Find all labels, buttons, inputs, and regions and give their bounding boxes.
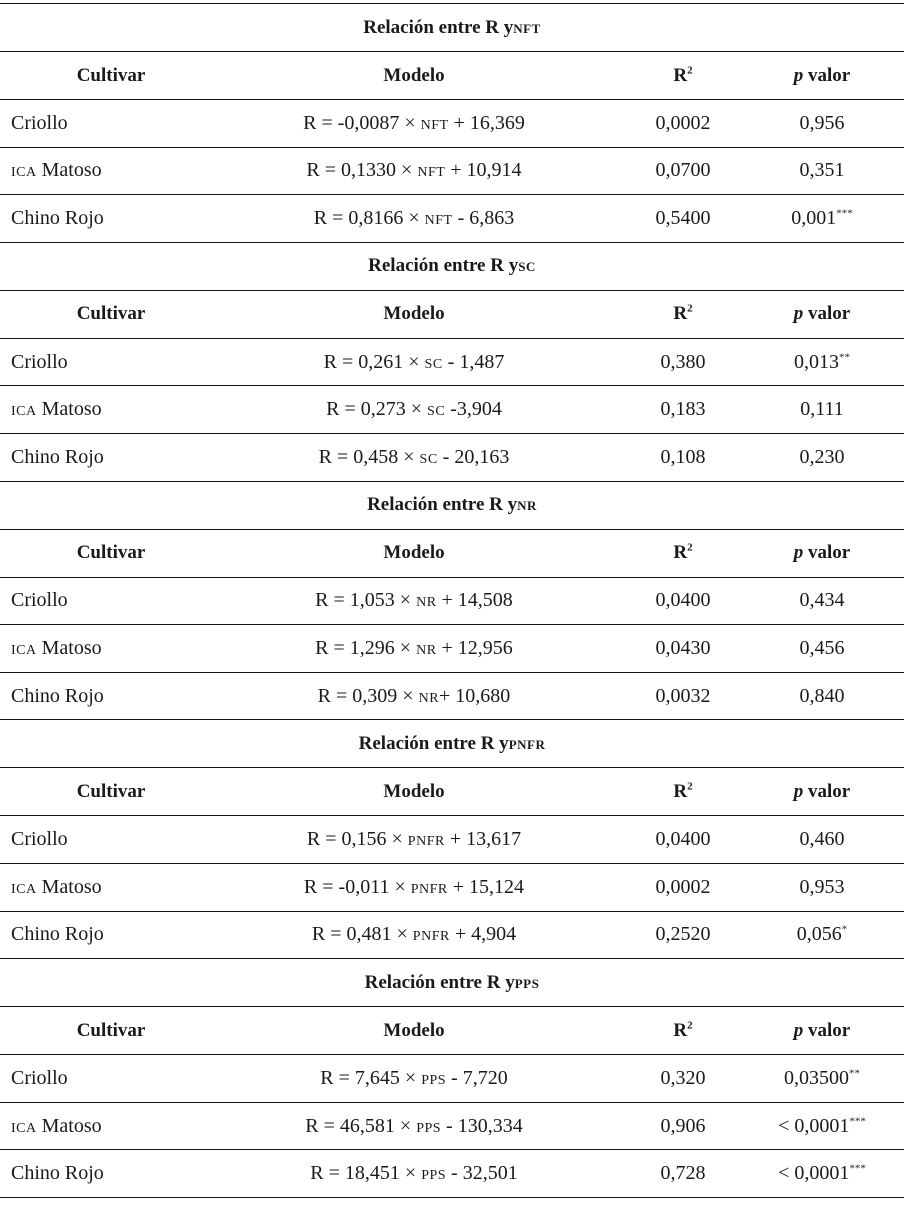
cell-modelo xyxy=(214,685,614,708)
table-section xyxy=(0,481,904,720)
cultivar-name: Criollo xyxy=(11,350,68,373)
model-prefix: R = 18,451 × xyxy=(310,1162,422,1185)
p-value: 0,456 xyxy=(799,636,845,659)
section-title-prefix: Relación entre R y xyxy=(367,494,518,516)
cultivar-name: Criollo xyxy=(11,111,68,134)
cultivar-smallcaps: ica xyxy=(11,636,37,659)
section-title-prefix: Relación entre R y xyxy=(363,16,514,38)
table-section xyxy=(0,242,904,481)
model-variable: pnfr xyxy=(410,875,448,898)
column-header-row xyxy=(0,290,904,338)
column-header-row xyxy=(0,51,904,99)
cell-cultivar xyxy=(11,1115,102,1138)
table-section xyxy=(0,3,904,242)
significance-stars: *** xyxy=(849,1162,866,1175)
column-header-r2 xyxy=(628,781,738,803)
column-header-row xyxy=(0,767,904,815)
cell-modelo xyxy=(214,207,614,230)
cell-cultivar xyxy=(11,923,104,946)
section-title-variable: nr xyxy=(517,494,537,516)
cell-p-valor xyxy=(752,923,892,946)
cell-modelo xyxy=(214,876,614,899)
cell-r2: 0,0700 xyxy=(655,159,711,182)
section-title-variable: pps xyxy=(514,971,540,993)
column-header-cultivar: Cultivar xyxy=(76,64,146,86)
model-suffix: + 15,124 xyxy=(447,875,525,898)
cultivar-name: Criollo xyxy=(11,589,68,612)
section-title-variable: pnfr xyxy=(508,732,546,754)
cultivar-name: Matoso xyxy=(36,159,102,182)
section-title-prefix: Relación entre R y xyxy=(364,971,515,993)
model-prefix: R = 1,296 × xyxy=(315,636,417,659)
model-suffix: - 6,863 xyxy=(452,206,515,229)
cell-r2: 0,320 xyxy=(660,1066,706,1089)
cell-r2: 0,0400 xyxy=(655,589,711,612)
p-value: 0,230 xyxy=(799,445,845,468)
cell-p-valor xyxy=(752,1115,892,1138)
cell-p-valor xyxy=(752,1067,892,1090)
cell-r2: 0,380 xyxy=(660,350,706,373)
model-suffix: + 10,914 xyxy=(445,159,522,182)
section-title xyxy=(0,481,904,529)
cell-modelo xyxy=(214,1067,614,1090)
p-value: 0,956 xyxy=(799,111,845,134)
table-row xyxy=(0,911,904,959)
cell-cultivar xyxy=(11,159,102,182)
cell-cultivar xyxy=(11,828,68,851)
table-row xyxy=(0,815,904,863)
model-suffix: - 1,487 xyxy=(442,350,505,373)
cell-p-valor xyxy=(752,589,892,612)
p-rest: valor xyxy=(803,303,851,325)
model-variable: pnfr xyxy=(407,828,445,851)
column-header-p-valor xyxy=(752,1020,892,1042)
p-italic: p xyxy=(793,542,804,564)
column-header-r2 xyxy=(628,303,738,325)
r2-superscript: 2 xyxy=(687,1019,693,1032)
significance-stars: ** xyxy=(839,350,850,363)
column-header-p-valor xyxy=(752,303,892,325)
section-title-variable: nft xyxy=(513,16,541,38)
cell-p-valor xyxy=(752,207,892,230)
cultivar-name: Chino Rojo xyxy=(11,445,104,468)
significance-stars: *** xyxy=(849,1114,866,1127)
model-suffix: + 12,956 xyxy=(436,636,513,659)
p-italic: p xyxy=(793,64,804,86)
model-prefix: R = 1,053 × xyxy=(315,589,417,612)
cell-modelo xyxy=(214,159,614,182)
p-value: < 0,0001 xyxy=(778,1162,850,1185)
p-rest: valor xyxy=(803,780,851,802)
model-variable: nr xyxy=(416,589,437,612)
section-title xyxy=(0,3,904,51)
significance-stars: * xyxy=(841,923,848,936)
table-row xyxy=(0,194,904,242)
model-variable: sc xyxy=(419,445,438,468)
column-header-modelo: Modelo xyxy=(383,780,445,802)
table-row xyxy=(0,433,904,481)
column-header-row xyxy=(0,1006,904,1054)
column-header-cultivar: Cultivar xyxy=(76,542,146,564)
cell-cultivar xyxy=(11,351,68,374)
model-prefix: R = 0,8166 × xyxy=(313,206,425,229)
cultivar-name: Matoso xyxy=(36,636,102,659)
model-suffix: - 20,163 xyxy=(437,445,510,468)
cell-modelo xyxy=(214,1115,614,1138)
p-rest: valor xyxy=(803,542,851,564)
cell-cultivar xyxy=(11,1162,104,1185)
model-variable: sc xyxy=(424,350,443,373)
p-value: 0,434 xyxy=(799,589,845,612)
cell-r2: 0,5400 xyxy=(655,206,711,229)
model-prefix: R = 46,581 × xyxy=(305,1114,417,1137)
cell-cultivar xyxy=(11,446,104,469)
p-value: 0,03500 xyxy=(784,1066,849,1089)
cultivar-smallcaps: ica xyxy=(11,1114,37,1137)
cultivar-smallcaps: ica xyxy=(11,398,37,421)
cell-modelo xyxy=(214,637,614,660)
cell-modelo xyxy=(214,1162,614,1185)
r2-superscript: 2 xyxy=(687,302,693,315)
table-row xyxy=(0,624,904,672)
model-prefix: R = 0,458 × xyxy=(318,445,420,468)
cell-r2: 0,0032 xyxy=(655,684,711,707)
r2-base: R xyxy=(673,542,688,564)
cell-modelo xyxy=(214,589,614,612)
cultivar-name: Criollo xyxy=(11,828,68,851)
cultivar-name: Matoso xyxy=(36,1114,102,1137)
column-header-p-valor xyxy=(752,781,892,803)
model-suffix: + 13,617 xyxy=(444,828,522,851)
model-prefix: R = 0,1330 × xyxy=(306,159,418,182)
model-prefix: R = 7,645 × xyxy=(320,1066,422,1089)
section-title-prefix: Relación entre R y xyxy=(358,732,509,754)
r2-superscript: 2 xyxy=(687,780,693,793)
model-variable: pps xyxy=(421,1162,447,1185)
cell-r2: 0,0002 xyxy=(655,111,711,134)
p-value: 0,840 xyxy=(799,684,845,707)
cell-p-valor xyxy=(752,398,892,421)
cultivar-name: Chino Rojo xyxy=(11,684,104,707)
cell-p-valor xyxy=(752,1162,892,1185)
model-variable: sc xyxy=(427,398,446,421)
cell-p-valor xyxy=(752,159,892,182)
table-row xyxy=(0,385,904,433)
section-title xyxy=(0,242,904,290)
table-row xyxy=(0,1054,904,1102)
section-title-prefix: Relación entre R y xyxy=(368,255,519,277)
cell-r2: 0,2520 xyxy=(655,923,711,946)
cell-cultivar xyxy=(11,1067,68,1090)
p-rest: valor xyxy=(803,1019,851,1041)
model-prefix: R = 0,273 × xyxy=(326,398,428,421)
table-row xyxy=(0,147,904,195)
column-header-modelo: Modelo xyxy=(383,1019,445,1041)
section-title xyxy=(0,719,904,767)
model-variable: nr xyxy=(418,684,440,707)
column-header-modelo: Modelo xyxy=(383,64,445,86)
cell-p-valor xyxy=(752,876,892,899)
p-value: 0,013 xyxy=(794,350,839,373)
cultivar-name: Criollo xyxy=(11,1066,68,1089)
model-prefix: R = 0,309 × xyxy=(317,684,419,707)
significance-stars: *** xyxy=(836,207,853,220)
p-value: 0,460 xyxy=(799,828,845,851)
r2-base: R xyxy=(673,780,688,802)
section-title-variable: sc xyxy=(518,255,536,277)
table-row xyxy=(0,863,904,911)
model-variable: nft xyxy=(424,206,453,229)
cultivar-name: Chino Rojo xyxy=(11,1162,104,1185)
cell-r2: 0,108 xyxy=(660,445,706,468)
cell-cultivar xyxy=(11,398,102,421)
column-header-p-valor xyxy=(752,65,892,87)
significance-stars: ** xyxy=(849,1067,860,1080)
p-italic: p xyxy=(793,1019,804,1041)
p-value: < 0,0001 xyxy=(778,1114,850,1137)
table-section xyxy=(0,719,904,958)
column-header-modelo: Modelo xyxy=(383,542,445,564)
column-header-row xyxy=(0,529,904,577)
p-value: 0,953 xyxy=(799,875,845,898)
cell-modelo xyxy=(214,351,614,374)
section-title xyxy=(0,958,904,1006)
table-row xyxy=(0,577,904,625)
cell-r2: 0,183 xyxy=(660,398,706,421)
p-value: 0,111 xyxy=(800,398,844,421)
model-variable: nr xyxy=(416,636,437,659)
column-header-cultivar: Cultivar xyxy=(76,780,146,802)
cultivar-name: Chino Rojo xyxy=(11,206,104,229)
cell-p-valor xyxy=(752,112,892,135)
cell-r2: 0,0002 xyxy=(655,875,711,898)
p-italic: p xyxy=(793,780,804,802)
model-suffix: - 32,501 xyxy=(446,1162,518,1185)
model-prefix: R = 0,481 × xyxy=(311,923,413,946)
p-value: 0,056 xyxy=(796,923,842,946)
cell-r2: 0,0430 xyxy=(655,636,711,659)
model-variable: pps xyxy=(416,1114,442,1137)
model-suffix: -3,904 xyxy=(445,398,502,421)
model-suffix: - 7,720 xyxy=(446,1066,508,1089)
model-suffix: + 14,508 xyxy=(436,589,513,612)
cell-cultivar xyxy=(11,876,102,899)
cell-modelo xyxy=(214,398,614,421)
cell-r2: 0,0400 xyxy=(655,828,711,851)
table-row xyxy=(0,99,904,147)
column-header-p-valor xyxy=(752,542,892,564)
table-bottom-rule xyxy=(0,1197,904,1198)
table-row xyxy=(0,1149,904,1197)
model-prefix: R = -0,011 × xyxy=(303,875,411,898)
table-row xyxy=(0,338,904,386)
cell-modelo xyxy=(214,112,614,135)
column-header-r2 xyxy=(628,1020,738,1042)
r2-base: R xyxy=(673,1019,688,1041)
cell-r2: 0,728 xyxy=(660,1162,706,1185)
model-suffix: + 4,904 xyxy=(449,923,517,946)
cultivar-smallcaps: ica xyxy=(11,875,37,898)
model-variable: nft xyxy=(417,159,446,182)
r2-superscript: 2 xyxy=(687,541,693,554)
p-value: 0,001 xyxy=(791,206,837,229)
cell-p-valor xyxy=(752,351,892,374)
cell-p-valor xyxy=(752,685,892,708)
r2-base: R xyxy=(673,303,688,325)
cultivar-name: Matoso xyxy=(36,875,102,898)
cell-cultivar xyxy=(11,112,68,135)
model-prefix: R = -0,0087 × xyxy=(303,111,421,134)
p-rest: valor xyxy=(803,64,851,86)
model-variable: nft xyxy=(420,111,449,134)
table-row xyxy=(0,1102,904,1150)
cell-p-valor xyxy=(752,446,892,469)
cell-r2: 0,906 xyxy=(660,1114,706,1137)
cultivar-name: Matoso xyxy=(36,398,102,421)
cell-p-valor xyxy=(752,637,892,660)
cell-cultivar xyxy=(11,685,104,708)
r2-base: R xyxy=(673,64,688,86)
model-variable: pps xyxy=(421,1066,447,1089)
cell-cultivar xyxy=(11,637,102,660)
column-header-cultivar: Cultivar xyxy=(76,1019,146,1041)
p-italic: p xyxy=(793,303,804,325)
cultivar-name: Chino Rojo xyxy=(11,923,104,946)
r2-superscript: 2 xyxy=(687,64,693,77)
cultivar-smallcaps: ica xyxy=(11,159,37,182)
cell-modelo xyxy=(214,923,614,946)
column-header-cultivar: Cultivar xyxy=(76,303,146,325)
column-header-r2 xyxy=(628,65,738,87)
cell-cultivar xyxy=(11,207,104,230)
column-header-r2 xyxy=(628,542,738,564)
model-suffix: - 130,334 xyxy=(441,1114,523,1137)
cell-modelo xyxy=(214,446,614,469)
model-suffix: + 10,680 xyxy=(439,684,511,707)
cell-p-valor xyxy=(752,828,892,851)
model-variable: pnfr xyxy=(412,923,450,946)
cell-modelo xyxy=(214,828,614,851)
cell-cultivar xyxy=(11,589,68,612)
table-section xyxy=(0,958,904,1197)
column-header-modelo: Modelo xyxy=(383,303,445,325)
model-prefix: R = 0,156 × xyxy=(306,828,408,851)
p-value: 0,351 xyxy=(799,159,845,182)
table-row xyxy=(0,672,904,720)
model-prefix: R = 0,261 × xyxy=(323,350,425,373)
model-suffix: + 16,369 xyxy=(448,111,525,134)
